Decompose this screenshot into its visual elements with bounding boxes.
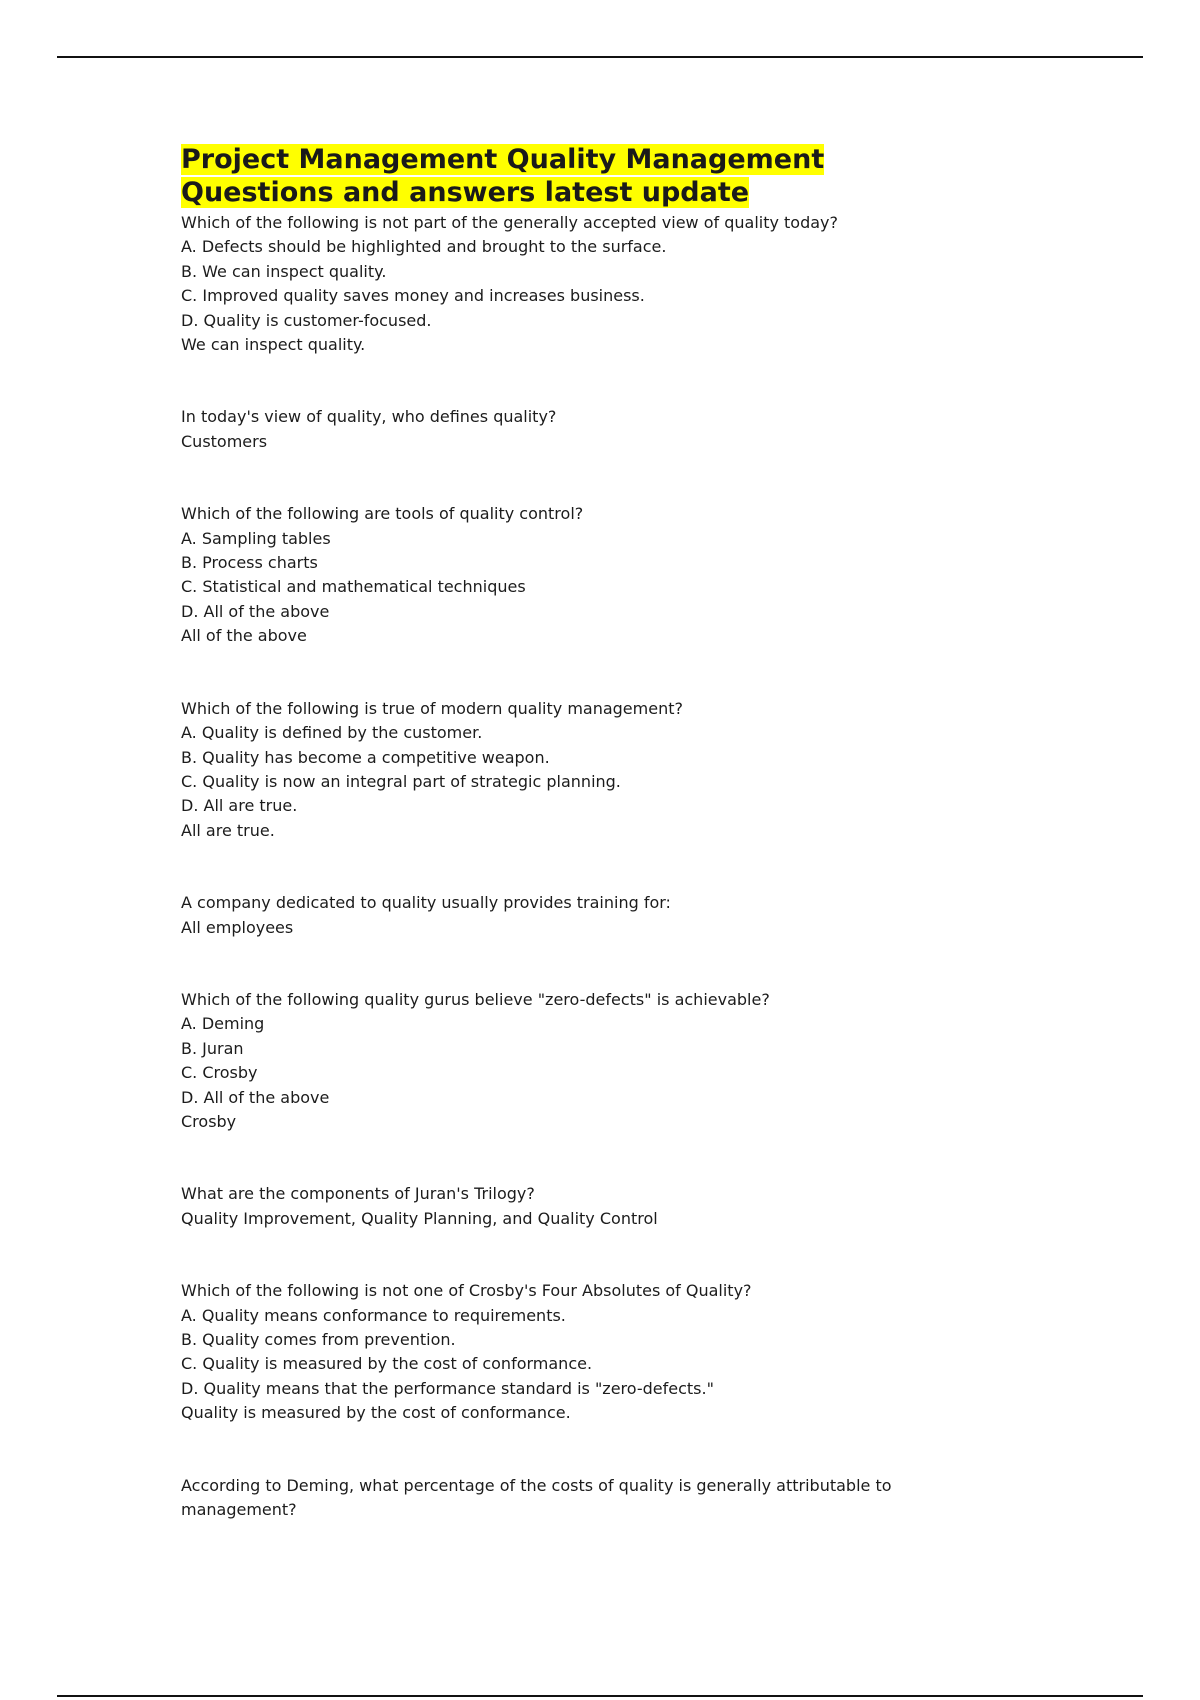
answer-8: Quality is measured by the cost of conformance. (181, 1403, 571, 1423)
option-c: C. Crosby (181, 1063, 258, 1083)
option-a: A. Quality is defined by the customer. (181, 723, 483, 743)
question-8: Which of the following is not one of Crosby's Four Absolutes of Quality? (181, 1281, 752, 1301)
option-d: D. All of the above (181, 601, 330, 621)
question-3: Which of the following are tools of quality control? (181, 504, 584, 524)
answer-5: All employees (181, 917, 294, 937)
document-body (181, 143, 941, 1522)
option-b: B. Juran (181, 1038, 244, 1058)
qa-block-3 (181, 502, 941, 648)
option-c: C. Quality is now an integral part of strategic planning. (181, 771, 621, 791)
option-b: B. Process charts (181, 553, 318, 573)
title-line-2: Questions and answers latest update (181, 177, 750, 208)
answer-2: Customers (181, 431, 268, 451)
answer-4: All are true. (181, 820, 275, 840)
qa-block-5 (181, 891, 941, 940)
option-b: B. Quality has become a competitive weapon. (181, 747, 550, 767)
option-d: D. Quality means that the performance standard is "zero-defects." (181, 1378, 714, 1398)
question-9: According to Deming, what percentage of the costs of quality is generally attributable to (181, 1475, 892, 1495)
header-rule (57, 56, 1143, 58)
title-line-1: Project Management Quality Management (181, 144, 825, 175)
option-a: A. Deming (181, 1014, 265, 1034)
question-4: Which of the following is true of modern quality management? (181, 698, 683, 718)
option-d: D. All are true. (181, 796, 298, 816)
qa-block-2 (181, 405, 941, 454)
answer-1: We can inspect quality. (181, 335, 366, 355)
option-d: D. Quality is customer-focused. (181, 310, 432, 330)
answer-6: Crosby (181, 1111, 237, 1131)
footer-rule (57, 1695, 1143, 1697)
question-7: What are the components of Juran's Trilogy? (181, 1184, 535, 1204)
option-c: C. Statistical and mathematical techniques (181, 577, 526, 597)
question-1: Which of the following is not part of the generally accepted view of quality today? (181, 213, 839, 232)
option-c: C. Improved quality saves money and increases business. (181, 286, 645, 306)
option-a: A. Sampling tables (181, 528, 331, 548)
option-d: D. All of the above (181, 1087, 330, 1107)
option-a: A. Defects should be highlighted and brought to the surface. (181, 237, 667, 257)
option-b: B. We can inspect quality. (181, 261, 387, 281)
option-a: A. Quality means conformance to requirements. (181, 1305, 566, 1325)
question-2: In today's view of quality, who defines quality? (181, 407, 557, 427)
qa-block-8 (181, 1279, 941, 1425)
document-title (181, 143, 941, 209)
option-c: C. Quality is measured by the cost of conformance. (181, 1354, 593, 1374)
qa-block-6 (181, 988, 941, 1134)
qa-block-9 (181, 1474, 941, 1523)
qa-block-7 (181, 1182, 941, 1231)
question-9-continued: management? (181, 1500, 297, 1520)
qa-block-4 (181, 697, 941, 843)
question-6: Which of the following quality gurus believe "zero-defects" is achievable? (181, 989, 770, 1009)
answer-3: All of the above (181, 626, 307, 646)
option-b: B. Quality comes from prevention. (181, 1330, 456, 1349)
answer-7: Quality Improvement, Quality Planning, and Quality Control (181, 1208, 658, 1228)
question-5: A company dedicated to quality usually provides training for: (181, 893, 671, 913)
qa-block-1 (181, 211, 941, 357)
